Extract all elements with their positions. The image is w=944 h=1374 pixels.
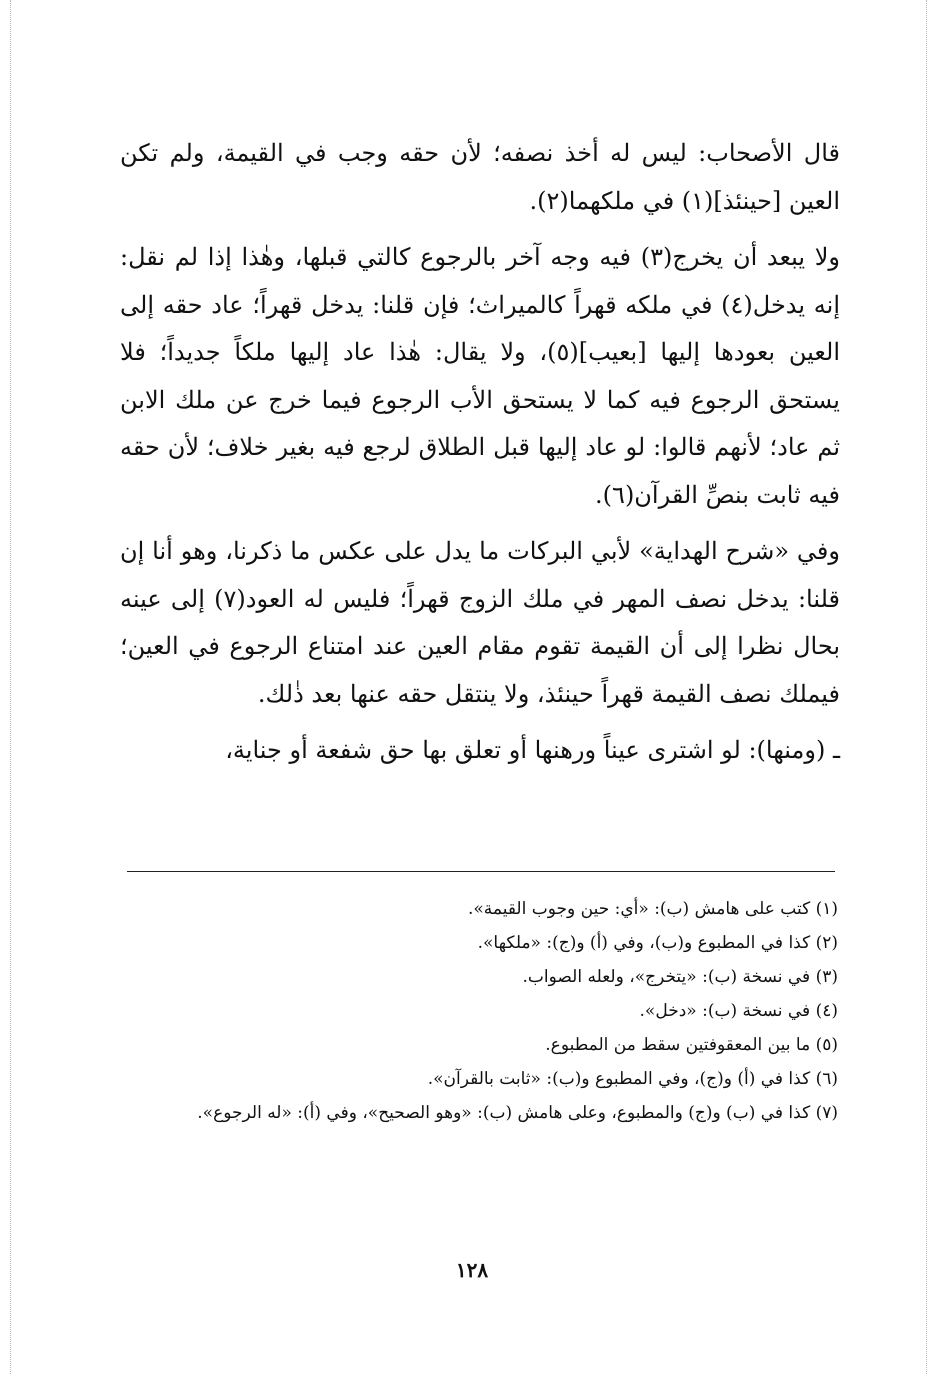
paragraph-1: قال الأصحاب: ليس له أخذ نصفه؛ لأن حقه وجب في القيمة، ولم تكن العين [حينئذ](١) في ملكهما(٢). (120, 139, 840, 215)
footnotes-block (120, 892, 838, 1130)
paragraph-2: ولا يبعد أن يخرج(٣) فيه وجه آخر بالرجوع كالتي قبلها، وهٰذا إذا لم نقل: إنه يدخل(٤) في ملكه قهراً كالميراث؛ فإن قلنا: يدخل قهراً؛ عاد حقه إلى العين بعودها إليها [بعيب](٥)، ولا يقال: هٰذا عاد إليها ملكاً جديداً؛ فلا يستحق الرجوع فيه كما لا يستحق الأب الرجوع فيما خرج عن ملك الابن ثم عاد؛ لأنهم قالوا: لو عاد إليها قبل الطلاق لرجع فيه بغير خلاف؛ لأن حقه فيه ثابت بنصِّ القرآن(٦). (120, 243, 841, 509)
paragraph-4: ـ (ومنها): لو اشترى عيناً ورهنها أو تعلق بها حق شفعة أو جناية، (225, 736, 840, 764)
footnote-7: (٧) كذا في (ب) و(ج) والمطبوع، وعلى هامش (ب): «وهو الصحيح»، وفي (أ): «له الرجوع». (197, 1103, 838, 1123)
page-number: ١٢٨ (455, 1258, 489, 1282)
footnote-6: (٦) كذا في (أ) و(ج)، وفي المطبوع و(ب): «ثابت بالقرآن». (427, 1069, 838, 1089)
right-scan-margin-line (926, 0, 927, 1374)
footnote-4: (٤) في نسخة (ب): «دخل». (639, 1001, 838, 1021)
footnote-5: (٥) ما بين المعقوفتين سقط من المطبوع. (545, 1035, 838, 1055)
footnote-1: (١) كتب على هامش (ب): «أي: حين وجوب القيمة». (467, 899, 838, 919)
paragraph-3: وفي «شرح الهداية» لأبي البركات ما يدل على عكس ما ذكرنا، وهو أنا إن قلنا: يدخل نصف المهر في ملك الزوج قهراً؛ فليس له العود(٧) إلى عينه بحال نظرا إلى أن القيمة تقوم مقام العين عند امتناع الرجوع في العين؛ فيملك نصف القيمة قهراً حينئذ، ولا ينتقل حقه عنها بعد ذٰلك. (120, 537, 840, 708)
main-text-block (120, 130, 840, 775)
footnote-2: (٢) كذا في المطبوع و(ب)، وفي (أ) و(ج): «ملكها». (477, 933, 838, 953)
footnote-separator (127, 871, 835, 872)
left-scan-margin-line (10, 0, 11, 1374)
footnote-3: (٣) في نسخة (ب): «يتخرج»، ولعله الصواب. (522, 967, 838, 987)
